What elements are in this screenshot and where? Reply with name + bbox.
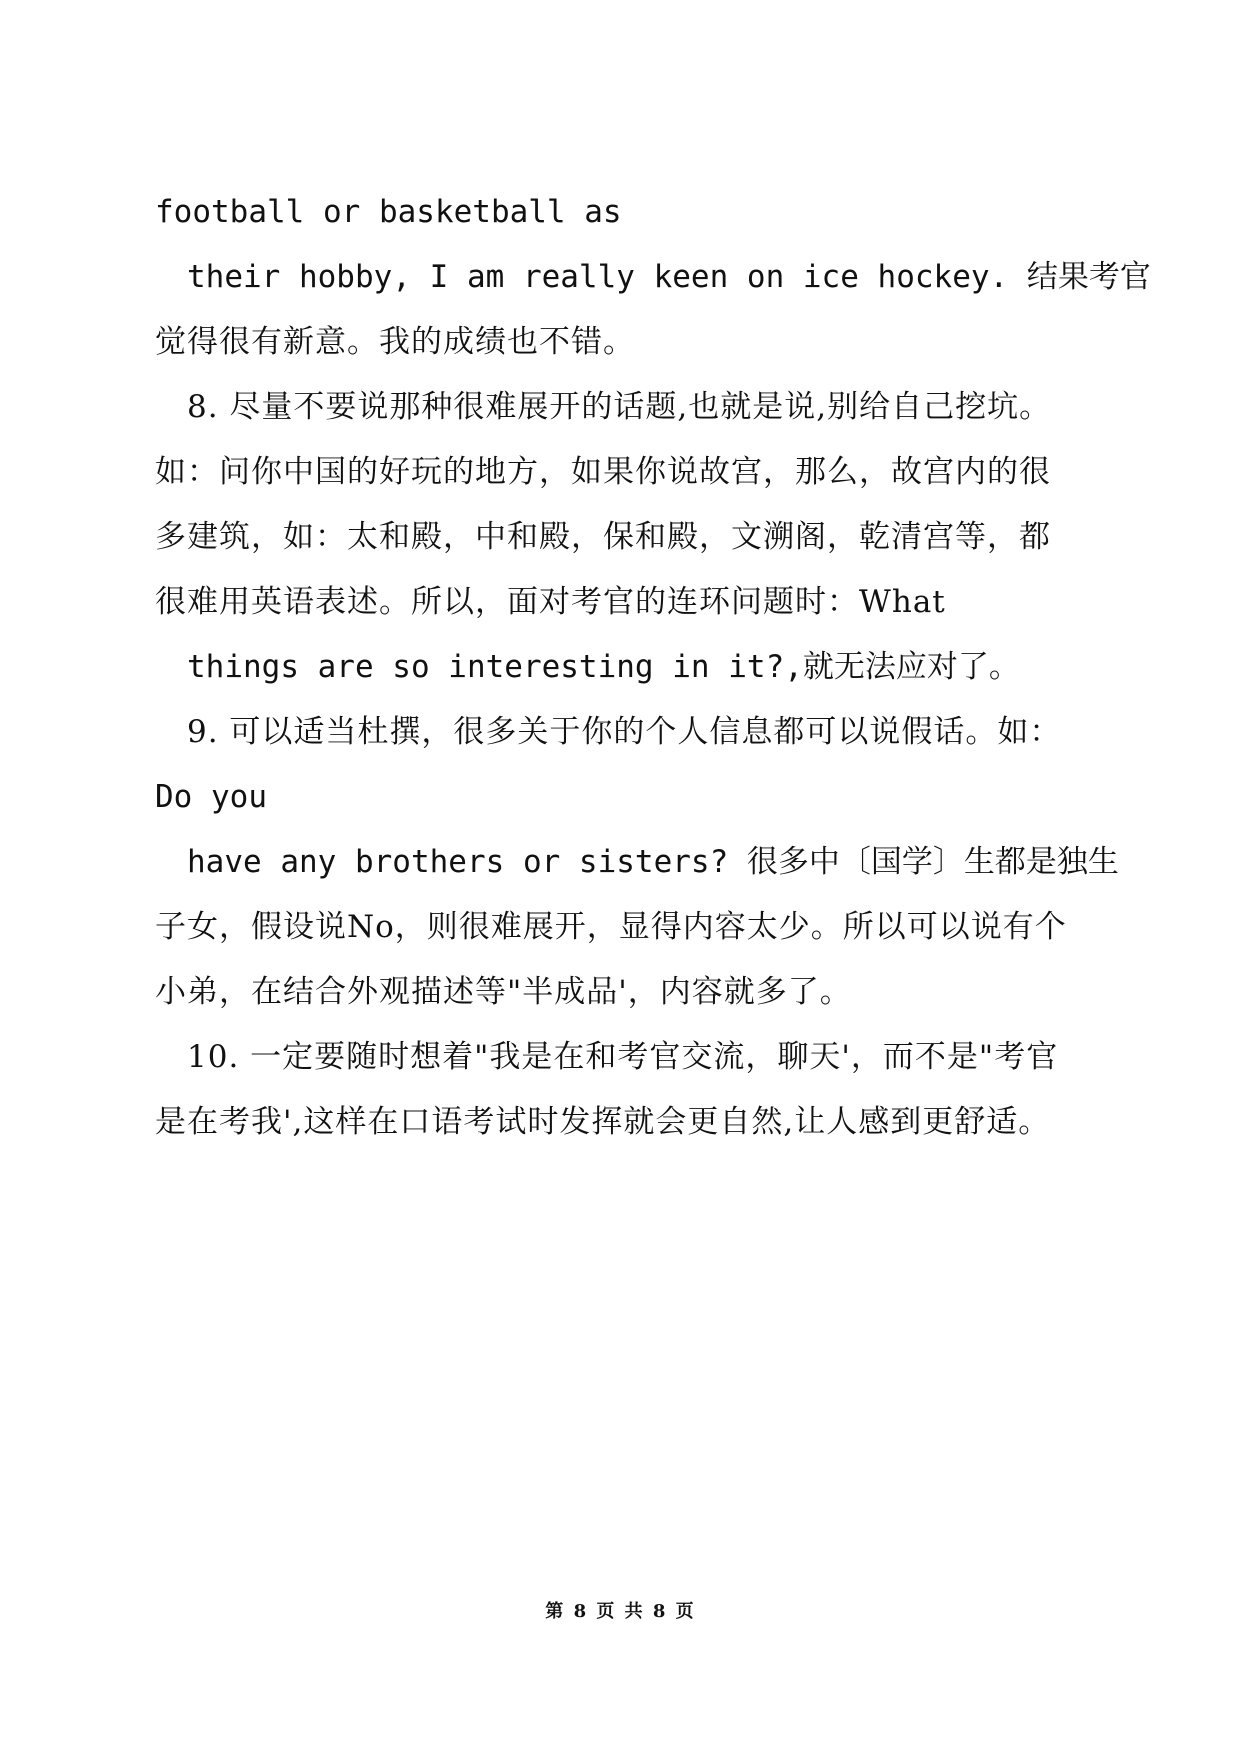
text-line-9: 9. 可以适当杜撰，很多关于你的个人信息都可以说假话。如： [187, 714, 1062, 750]
text-line-2: their hobby, I am really keen on ice hockey. 结果考官 [187, 259, 1151, 295]
text-line-5: 如：问你中国的好玩的地方，如果你说故宫，那么，故宫内的很 [155, 454, 1051, 490]
text-line-15: 是在考我',这样在口语考试时发挥就会更自然,让人感到更舒适。 [155, 1104, 1051, 1140]
text-line-8: things are so interesting in it?,就无法应对了。 [187, 649, 1020, 685]
text-line-4: 8. 尽量不要说那种很难展开的话题,也就是说,别给自己挖坑。 [187, 389, 1052, 425]
text-line-3: 觉得很有新意。我的成绩也不错。 [155, 324, 635, 360]
text-line-1: football or basketball as [155, 194, 622, 230]
text-line-7: 很难用英语表述。所以，面对考官的连环问题时：What [155, 584, 946, 620]
text-line-11: have any brothers or sisters? 很多中〔国学〕生都是独生 [187, 844, 1119, 880]
text-line-13: 小弟，在结合外观描述等"半成品'，内容就多了。 [155, 974, 852, 1010]
text-line-10: Do you [155, 779, 267, 815]
text-line-14: 10. 一定要随时想着"我是在和考官交流，聊天'，而不是"考官 [187, 1039, 1059, 1075]
text-line-12: 子女，假设说No，则很难展开，显得内容太少。所以可以说有个 [155, 909, 1067, 945]
text-line-6: 多建筑，如：太和殿，中和殿，保和殿，文溯阁，乾清宫等，都 [155, 519, 1051, 555]
page-number-footer: 第 8 页 共 8 页 [545, 1601, 696, 1622]
